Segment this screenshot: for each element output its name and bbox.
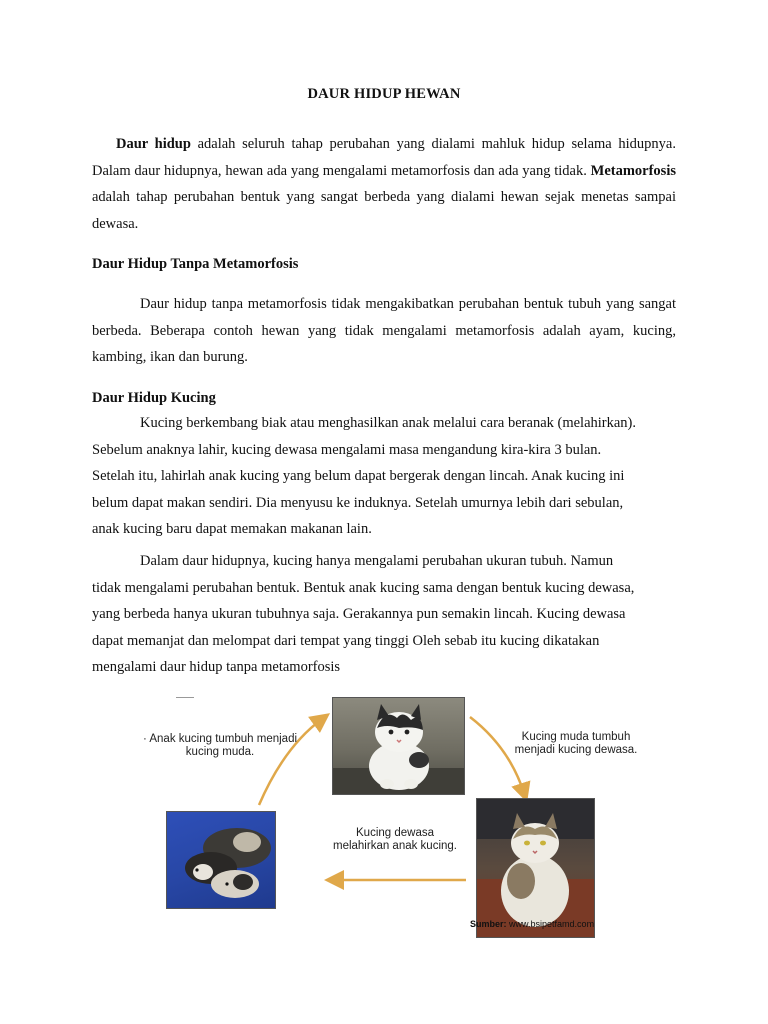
text-line: Kucing berkembang biak atau menghasilkan anak melalui cara beranak (melahirkan).: [140, 415, 637, 431]
intro-paragraph: [92, 131, 676, 237]
section2-paragraph-2: [92, 548, 676, 681]
cat-life-cycle-figure: [124, 697, 658, 940]
text-line: belum dapat makan sendiri. Dia menyusu ke induknya. Setelah umurnya lebih dari sebulan,: [92, 494, 624, 511]
intro-text-2: adalah tahap perubahan bentuk yang sangat berbeda yang dialami hewan sejak menetas sampai dewasa.: [92, 189, 676, 232]
section-heading-tanpa-metamorfosis: Daur Hidup Tanpa Metamorfosis: [92, 256, 299, 272]
text-line: anak kucing baru dapat memakan makanan lain.: [92, 521, 372, 537]
term-daur-hidup: Daur hidup: [116, 136, 191, 152]
section2-paragraph-1: [92, 410, 676, 543]
section1-paragraph: Daur hidup tanpa metamorfosis tidak mengakibatkan perubahan bentuk tubuh yang sangat berbeda. Beberapa contoh hewan yang tidak mengalami metamorfosis adalah ayam, kucing, kambing, ikan dan burung.: [92, 296, 676, 365]
source-label: Sumber:: [470, 919, 507, 929]
text-line: tidak mengalami perubahan bentuk. Bentuk anak kucing sama dengan bentuk kucing dewasa,: [92, 579, 635, 596]
source-url: www.bsipetfamd.com: [509, 919, 595, 929]
text-line: Setelah itu, lahirlah anak kucing yang belum dapat bergerak dengan lincah. Anak kucing ini: [92, 468, 625, 484]
section-heading-daur-hidup-kucing: Daur Hidup Kucing: [92, 390, 216, 406]
figure-source: [470, 919, 594, 929]
term-metamorfosis: Metamorfosis: [590, 162, 676, 179]
caption-adult-gives-birth: Kucing dewasa melahirkan anak kucing.: [332, 827, 457, 852]
newborn-kittens-illustration: [167, 812, 275, 908]
document-title: DAUR HIDUP HEWAN: [307, 86, 461, 102]
adult-cat-illustration: [477, 799, 594, 937]
text-line: dapat memanjat dan melompat dari tempat yang tinggi Oleh sebab itu kucing dikatakan: [92, 632, 600, 649]
caption-kitten-grows: · Anak kucing tumbuh menjadi kucing muda.: [142, 733, 298, 758]
kitten-photo: [332, 697, 465, 795]
newborn-kittens-photo: [166, 811, 276, 909]
text-line: mengalami daur hidup tanpa metamorfosis: [92, 659, 341, 675]
text-line: Dalam daur hidupnya, kucing hanya mengalami perubahan ukuran tubuh. Namun: [140, 553, 614, 569]
adult-cat-photo: [476, 798, 595, 938]
arrow-up-left: [259, 719, 322, 805]
kitten-illustration: [333, 698, 464, 794]
text-line: yang berbeda hanya ukuran tubuhnya saja. Gerakannya pun semakin lincah. Kucing dewasa: [92, 606, 626, 622]
caption-young-cat-grows: Kucing muda tumbuh menjadi kucing dewasa.: [514, 731, 638, 756]
text-line: Sebelum anaknya lahir, kucing dewasa mengalami masa mengandung kira-kira 3 bulan.: [92, 441, 602, 458]
intro-text-1: adalah seluruh tahap perubahan yang dialami mahluk hidup selama hidupnya. Dalam daur hidupnya, hewan ada yang mengalami metamorfosis dan ada yang tidak.: [92, 136, 676, 179]
